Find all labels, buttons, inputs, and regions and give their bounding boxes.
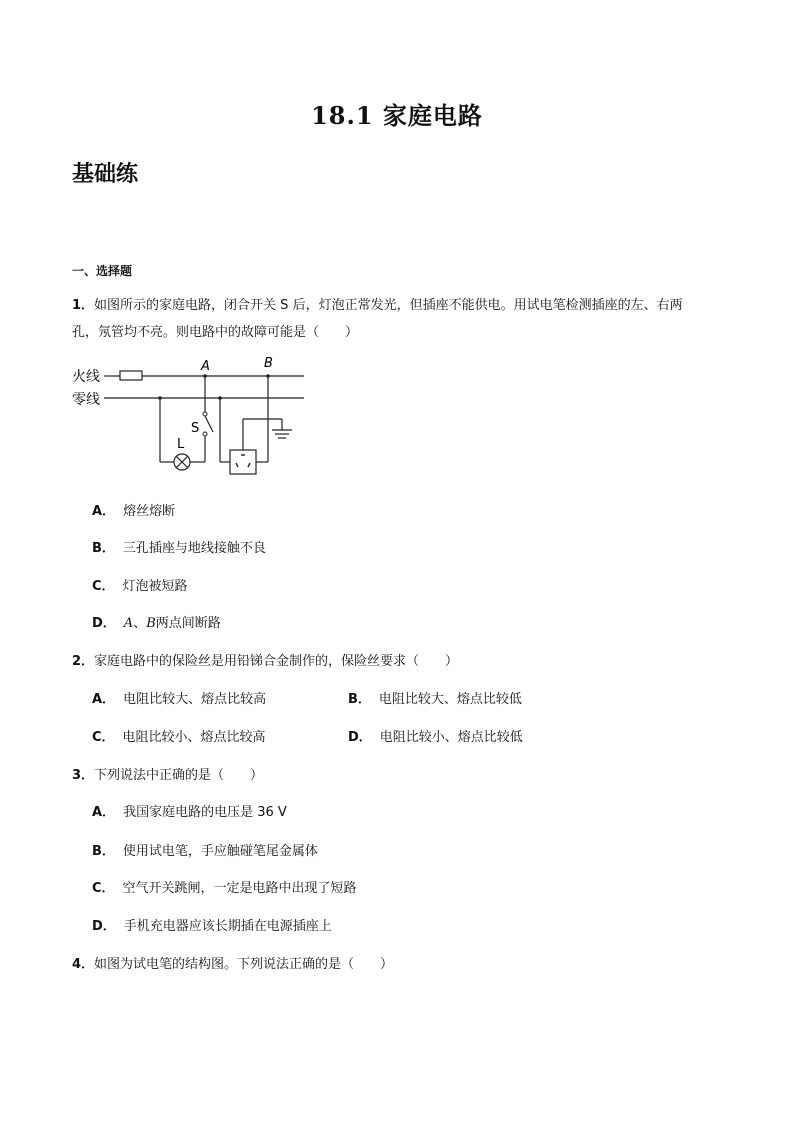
circuit-diagram [68, 352, 318, 482]
question-stem: 下列说法中正确的是（ ） [94, 768, 264, 783]
question-stem: 如图为试电笔的结构图。下列说法正确的是（ ） [94, 957, 394, 972]
live-wire-label: 火线 [72, 369, 100, 385]
section-heading: 基础练 [72, 162, 139, 187]
option-b[interactable]: B． 使用试电笔，手应触碰笔尾金属体 [92, 844, 318, 859]
lamp-label: L [177, 437, 185, 452]
question-1-text-cont: 孔，氖管均不亮。则电路中的故障可能是（ ） [72, 325, 359, 340]
socket-icon [230, 450, 256, 474]
question-number: 2． [72, 654, 95, 669]
point-a-label: A [201, 359, 210, 374]
question-stem: 如图所示的家庭电路，闭合开关 S 后，灯泡正常发光，但插座不能供电。用试电笔检测插座的左、右两 [94, 298, 683, 313]
question-2-text [72, 650, 458, 669]
question-3-text [72, 764, 263, 783]
option-a[interactable]: A． 电阻比较大、熔点比较高 [92, 692, 267, 707]
option-c[interactable]: C． 空气开关跳闸，一定是电路中出现了短路 [92, 881, 357, 896]
neutral-wire-label: 零线 [72, 392, 100, 408]
switch-icon [205, 416, 213, 432]
option-d[interactable]: D． 手机充电器应该长期插在电源插座上 [92, 919, 332, 934]
question-stem: 家庭电路中的保险丝是用铅锑合金制作的，保险丝要求（ ） [94, 654, 459, 669]
option-c[interactable]: C． 灯泡被短路 [92, 579, 188, 594]
option-d[interactable]: D． 电阻比较小、熔点比较低 [348, 730, 523, 745]
point-b-label: B [264, 356, 273, 371]
option-b[interactable]: B． 三孔插座与地线接触不良 [92, 541, 266, 556]
option-d[interactable]: D． A、B两点间断路 [92, 616, 221, 631]
switch-label: S [191, 421, 200, 436]
option-b[interactable]: B． 电阻比较大、熔点比较低 [348, 692, 522, 707]
page-title: 18.1 家庭电路 [311, 101, 483, 130]
question-type-heading: 一、选择题 [72, 264, 133, 278]
question-number: 1． [72, 298, 95, 313]
option-a[interactable]: A． 熔丝熔断 [92, 504, 176, 519]
question-number: 3． [72, 768, 95, 783]
question-4-text [72, 953, 393, 972]
option-c[interactable]: C． 电阻比较小、熔点比较高 [92, 730, 266, 745]
question-1-text [72, 294, 683, 313]
question-number: 4． [72, 957, 95, 972]
fuse-icon [120, 371, 142, 380]
option-a[interactable]: A． 我国家庭电路的电压是 36 V [92, 805, 287, 820]
